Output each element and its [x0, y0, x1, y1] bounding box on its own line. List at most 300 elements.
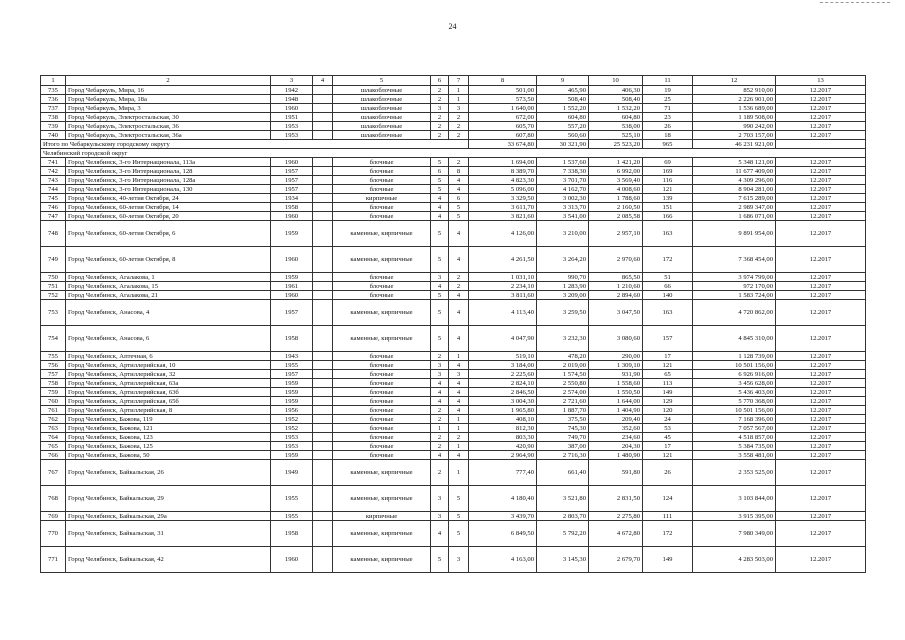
wall-material-cell: блочные	[333, 273, 431, 282]
living-area-cell: 3 232,30	[537, 326, 589, 352]
wall-material-cell: блочные	[333, 185, 431, 194]
floors-cell: 3	[431, 104, 449, 113]
table-row	[41, 486, 866, 512]
year-built-cell: 1960	[271, 547, 313, 573]
entrances-cell: 4	[449, 300, 469, 326]
floors-cell: 3	[431, 361, 449, 370]
living-area-cell: 2 574,00	[537, 388, 589, 397]
year-built-cell: 1956	[271, 406, 313, 415]
plan-date-cell: 12.2017	[776, 326, 866, 352]
address-cell: Город Чебаркуль, Мира, 16	[66, 86, 271, 95]
table-row	[41, 451, 866, 460]
year-built-cell: 1957	[271, 167, 313, 176]
entrances-cell: 2	[449, 282, 469, 291]
entrances-cell: 1	[449, 442, 469, 451]
entrances-cell: 8	[449, 167, 469, 176]
address-cell: Город Челябинск, Артиллерийская, 8	[66, 406, 271, 415]
year-built-cell: 1959	[271, 451, 313, 460]
wall-material-cell: каменные, кирпичные	[333, 486, 431, 512]
entrances-cell: 5	[449, 521, 469, 547]
entrances-cell: 6	[449, 194, 469, 203]
column-header: 10	[589, 76, 643, 86]
total-area-cell: 3 811,60	[469, 291, 537, 300]
cost-cell: 7 368 454,00	[693, 247, 776, 273]
address-cell: Город Челябинск, 3-го Интернационала, 130	[66, 185, 271, 194]
row-number-cell: 737	[41, 104, 66, 113]
floors-cell: 5	[431, 300, 449, 326]
year-built-cell: 1960	[271, 247, 313, 273]
year-renovated-cell	[313, 221, 333, 247]
residential-area-cell: 1 550,50	[589, 388, 643, 397]
row-number-cell: 754	[41, 326, 66, 352]
floors-cell: 4	[431, 194, 449, 203]
wall-material-cell: блочные	[333, 442, 431, 451]
address-cell: Город Челябинск, Артиллерийская, 10	[66, 361, 271, 370]
residents-cell: 166	[643, 212, 693, 221]
plan-date-cell: 12.2017	[776, 388, 866, 397]
residents-cell: 69	[643, 158, 693, 167]
cost-cell: 10 501 156,00	[693, 406, 776, 415]
plan-date-cell: 12.2017	[776, 104, 866, 113]
year-built-cell: 1958	[271, 203, 313, 212]
year-built-cell: 1957	[271, 370, 313, 379]
residents-cell: 121	[643, 361, 693, 370]
total-area-cell: 3 184,00	[469, 361, 537, 370]
cost-cell: 5 384 735,00	[693, 442, 776, 451]
total-area-cell: 4 126,00	[469, 221, 537, 247]
entrances-cell: 2	[449, 433, 469, 442]
total-area-cell: 803,30	[469, 433, 537, 442]
living-area-cell: 465,90	[537, 86, 589, 95]
row-number-cell: 736	[41, 95, 66, 104]
total-area-cell: 607,80	[469, 131, 537, 140]
plan-date-cell: 12.2017	[776, 203, 866, 212]
living-area-cell: 3 145,30	[537, 547, 589, 573]
cost-cell: 4 845 310,00	[693, 326, 776, 352]
plan-date-cell: 12.2017	[776, 282, 866, 291]
year-built-cell: 1958	[271, 326, 313, 352]
living-area-cell: 1 537,60	[537, 158, 589, 167]
year-renovated-cell	[313, 442, 333, 451]
wall-material-cell: блочные	[333, 370, 431, 379]
residents-cell: 113	[643, 379, 693, 388]
wall-material-cell: блочные	[333, 176, 431, 185]
wall-material-cell: кирпичные	[333, 194, 431, 203]
year-renovated-cell	[313, 361, 333, 370]
wall-material-cell: блочные	[333, 361, 431, 370]
floors-cell: 5	[431, 185, 449, 194]
total-area-cell: 3 821,60	[469, 212, 537, 221]
year-renovated-cell	[313, 95, 333, 104]
plan-date-cell: 12.2017	[776, 442, 866, 451]
plan-date-cell: 12.2017	[776, 370, 866, 379]
living-area-cell: 1 887,70	[537, 406, 589, 415]
plan-date-cell: 12.2017	[776, 176, 866, 185]
wall-material-cell: блочные	[333, 352, 431, 361]
entrances-cell: 3	[449, 370, 469, 379]
residents-cell: 140	[643, 291, 693, 300]
table-row	[41, 86, 866, 95]
year-renovated-cell	[313, 486, 333, 512]
address-cell: Город Челябинск, Бажова, 119	[66, 415, 271, 424]
row-number-cell: 744	[41, 185, 66, 194]
entrances-cell: 1	[449, 352, 469, 361]
cost-cell: 9 891 954,00	[693, 221, 776, 247]
plan-date-cell: 12.2017	[776, 512, 866, 521]
row-number-cell: 743	[41, 176, 66, 185]
year-renovated-cell	[313, 424, 333, 433]
column-header: 4	[313, 76, 333, 86]
residential-area-cell: 2 275,80	[589, 512, 643, 521]
year-built-cell: 1942	[271, 86, 313, 95]
address-cell: Город Челябинск, Бажова, 125	[66, 442, 271, 451]
year-renovated-cell	[313, 122, 333, 131]
cost-cell: 1 536 689,00	[693, 104, 776, 113]
living-area-cell: 1 283,90	[537, 282, 589, 291]
year-built-cell: 1953	[271, 442, 313, 451]
residential-area-cell: 538,00	[589, 122, 643, 131]
residential-area-cell: 2 831,50	[589, 486, 643, 512]
row-number-cell: 738	[41, 113, 66, 122]
residential-area-cell: 1 644,00	[589, 397, 643, 406]
floors-cell: 5	[431, 247, 449, 273]
row-number-cell: 757	[41, 370, 66, 379]
cost-cell: 7 615 289,00	[693, 194, 776, 203]
address-cell: Город Чебаркуль, Мира, 3	[66, 104, 271, 113]
total-area-cell: 3 611,70	[469, 203, 537, 212]
residents-cell: 116	[643, 176, 693, 185]
table-row	[41, 388, 866, 397]
address-cell: Город Чебаркуль, Мира, 18а	[66, 95, 271, 104]
living-area-cell: 3 209,00	[537, 291, 589, 300]
residential-area-cell: 234,60	[589, 433, 643, 442]
entrances-cell: 2	[449, 131, 469, 140]
address-cell: Город Челябинск, 60-летия Октября, 8	[66, 247, 271, 273]
wall-material-cell: каменные, кирпичные	[333, 300, 431, 326]
residential-area-cell: 3 080,60	[589, 326, 643, 352]
column-header: 11	[643, 76, 693, 86]
cost-cell: 6 926 916,00	[693, 370, 776, 379]
living-area-cell: 3 259,50	[537, 300, 589, 326]
total-area-cell: 1 640,00	[469, 104, 537, 113]
entrances-cell: 1	[449, 86, 469, 95]
table-row	[41, 521, 866, 547]
address-cell: Город Челябинск, Байкальская, 29	[66, 486, 271, 512]
living-area-cell: 7 338,30	[537, 167, 589, 176]
residents-cell: 121	[643, 451, 693, 460]
residential-area-cell: 3 047,50	[589, 300, 643, 326]
cost-cell: 1 583 724,00	[693, 291, 776, 300]
total-area-cell: 5 096,00	[469, 185, 537, 194]
row-number-cell: 760	[41, 397, 66, 406]
year-built-cell: 1960	[271, 104, 313, 113]
year-built-cell: 1959	[271, 397, 313, 406]
floors-cell: 2	[431, 433, 449, 442]
total-area-cell: 3 439,70	[469, 512, 537, 521]
cost-cell: 8 904 281,00	[693, 185, 776, 194]
floors-cell: 6	[431, 167, 449, 176]
table-row	[41, 424, 866, 433]
address-cell: Город Челябинск, Анасова, 6	[66, 326, 271, 352]
year-built-cell: 1948	[271, 95, 313, 104]
year-renovated-cell	[313, 406, 333, 415]
table-row	[41, 176, 866, 185]
floors-cell: 4	[431, 379, 449, 388]
row-number-cell: 751	[41, 282, 66, 291]
row-number-cell: 764	[41, 433, 66, 442]
wall-material-cell: кирпичные	[333, 512, 431, 521]
cost-cell: 7 980 349,00	[693, 521, 776, 547]
row-number-cell: 740	[41, 131, 66, 140]
living-area-cell: 3 264,20	[537, 247, 589, 273]
residential-area-cell: 931,90	[589, 370, 643, 379]
address-cell: Город Челябинск, Агалакова, 21	[66, 291, 271, 300]
floors-cell: 2	[431, 442, 449, 451]
table-row	[41, 185, 866, 194]
wall-material-cell: блочные	[333, 212, 431, 221]
year-renovated-cell	[313, 397, 333, 406]
subtotal-empty	[776, 140, 866, 149]
year-renovated-cell	[313, 212, 333, 221]
cost-cell: 852 910,00	[693, 86, 776, 95]
wall-material-cell: шлакоблочные	[333, 95, 431, 104]
year-built-cell: 1961	[271, 282, 313, 291]
floors-cell: 2	[431, 460, 449, 486]
year-renovated-cell	[313, 167, 333, 176]
year-renovated-cell	[313, 370, 333, 379]
wall-material-cell: шлакоблочные	[333, 113, 431, 122]
year-built-cell: 1955	[271, 486, 313, 512]
residents-cell: 53	[643, 424, 693, 433]
cost-cell: 10 501 156,00	[693, 361, 776, 370]
year-built-cell: 1953	[271, 122, 313, 131]
plan-date-cell: 12.2017	[776, 379, 866, 388]
column-header-row	[41, 76, 866, 86]
year-renovated-cell	[313, 512, 333, 521]
year-built-cell: 1960	[271, 158, 313, 167]
cost-cell: 5 770 368,00	[693, 397, 776, 406]
residents-cell: 111	[643, 512, 693, 521]
table-row	[41, 512, 866, 521]
year-built-cell: 1952	[271, 415, 313, 424]
address-cell: Город Челябинск, Бажова, 121	[66, 424, 271, 433]
year-built-cell: 1957	[271, 300, 313, 326]
residential-area-cell: 2 970,60	[589, 247, 643, 273]
floors-cell: 4	[431, 212, 449, 221]
entrances-cell: 1	[449, 415, 469, 424]
total-area-cell: 408,10	[469, 415, 537, 424]
address-cell: Город Чебаркуль, Электростальская, 36	[66, 122, 271, 131]
residents-cell: 51	[643, 273, 693, 282]
cost-cell: 972 170,00	[693, 282, 776, 291]
table-row	[41, 370, 866, 379]
living-area-cell: 990,70	[537, 273, 589, 282]
year-renovated-cell	[313, 352, 333, 361]
address-cell: Город Челябинск, 3-го Интернационала, 128а	[66, 176, 271, 185]
residents-cell: 26	[643, 460, 693, 486]
cost-cell: 11 677 409,00	[693, 167, 776, 176]
total-area-cell: 2 234,10	[469, 282, 537, 291]
wall-material-cell: блочные	[333, 451, 431, 460]
floors-cell: 2	[431, 86, 449, 95]
residential-area-cell: 1 532,20	[589, 104, 643, 113]
entrances-cell: 4	[449, 221, 469, 247]
entrances-cell: 4	[449, 406, 469, 415]
table-row	[41, 547, 866, 573]
address-cell: Город Челябинск, 60-летия Октября, 20	[66, 212, 271, 221]
residents-cell: 121	[643, 185, 693, 194]
cost-cell: 4 283 503,00	[693, 547, 776, 573]
page-number: 24	[448, 22, 457, 31]
floors-cell: 3	[431, 512, 449, 521]
residents-cell: 26	[643, 122, 693, 131]
wall-material-cell: каменные, кирпичные	[333, 221, 431, 247]
wall-material-cell: блочные	[333, 388, 431, 397]
residential-area-cell: 2 894,60	[589, 291, 643, 300]
total-area-cell: 4 113,40	[469, 300, 537, 326]
cost-cell: 2 226 901,00	[693, 95, 776, 104]
wall-material-cell: каменные, кирпичные	[333, 247, 431, 273]
living-area-cell: 604,80	[537, 113, 589, 122]
living-area-cell: 745,30	[537, 424, 589, 433]
table-row	[41, 300, 866, 326]
cost-cell: 4 720 862,00	[693, 300, 776, 326]
table-row	[41, 361, 866, 370]
plan-date-cell: 12.2017	[776, 122, 866, 131]
plan-date-cell: 12.2017	[776, 433, 866, 442]
subtotal-label: Итого по Чебаркульскому городскому округу	[41, 140, 469, 149]
total-area-cell: 4 047,90	[469, 326, 537, 352]
wall-material-cell: блочные	[333, 167, 431, 176]
floors-cell: 3	[431, 370, 449, 379]
plan-date-cell: 12.2017	[776, 95, 866, 104]
table-row	[41, 442, 866, 451]
total-area-cell: 812,30	[469, 424, 537, 433]
address-cell: Город Челябинск, Аптечная, 6	[66, 352, 271, 361]
address-cell: Город Чебаркуль, Электростальская, 30	[66, 113, 271, 122]
plan-date-cell: 12.2017	[776, 247, 866, 273]
year-renovated-cell	[313, 104, 333, 113]
residents-cell: 23	[643, 113, 693, 122]
floors-cell: 3	[431, 486, 449, 512]
year-built-cell: 1955	[271, 512, 313, 521]
floors-cell: 2	[431, 95, 449, 104]
row-number-cell: 766	[41, 451, 66, 460]
total-area-cell: 501,00	[469, 86, 537, 95]
total-area-cell: 2 824,10	[469, 379, 537, 388]
residential-area-cell: 2 957,10	[589, 221, 643, 247]
residential-area-cell: 2 085,58	[589, 212, 643, 221]
row-number-cell: 771	[41, 547, 66, 573]
residents-cell: 19	[643, 86, 693, 95]
plan-date-cell: 12.2017	[776, 113, 866, 122]
residents-cell: 169	[643, 167, 693, 176]
entrances-cell: 2	[449, 113, 469, 122]
address-cell: Город Челябинск, 3-го Интернационала, 113а	[66, 158, 271, 167]
wall-material-cell: блочные	[333, 158, 431, 167]
wall-material-cell: шлакоблочные	[333, 131, 431, 140]
living-area-cell: 387,00	[537, 442, 589, 451]
year-renovated-cell	[313, 131, 333, 140]
residents-cell: 139	[643, 194, 693, 203]
row-number-cell: 750	[41, 273, 66, 282]
housing-registry-table	[40, 75, 866, 573]
year-built-cell: 1949	[271, 460, 313, 486]
living-area-cell: 3 541,00	[537, 212, 589, 221]
living-area-cell: 2 721,60	[537, 397, 589, 406]
entrances-cell: 4	[449, 388, 469, 397]
cost-cell: 1 686 071,00	[693, 212, 776, 221]
total-area-cell: 2 225,60	[469, 370, 537, 379]
floors-cell: 2	[431, 415, 449, 424]
floors-cell: 3	[431, 273, 449, 282]
residents-cell: 172	[643, 521, 693, 547]
residential-area-cell: 2 160,50	[589, 203, 643, 212]
living-area-cell: 661,40	[537, 460, 589, 486]
row-number-cell: 748	[41, 221, 66, 247]
residents-cell: 120	[643, 406, 693, 415]
total-area-cell: 4 261,50	[469, 247, 537, 273]
table-row	[41, 352, 866, 361]
residential-area-cell: 508,40	[589, 95, 643, 104]
table-row	[41, 433, 866, 442]
residential-area-cell: 865,50	[589, 273, 643, 282]
plan-date-cell: 12.2017	[776, 352, 866, 361]
residents-cell: 24	[643, 415, 693, 424]
row-number-cell: 746	[41, 203, 66, 212]
living-area-cell: 375,50	[537, 415, 589, 424]
floors-cell: 1	[431, 424, 449, 433]
total-area-cell: 519,10	[469, 352, 537, 361]
year-built-cell: 1957	[271, 176, 313, 185]
subtotal-value: 30 321,90	[537, 140, 589, 149]
total-area-cell: 2 846,50	[469, 388, 537, 397]
entrances-cell: 4	[449, 176, 469, 185]
floors-cell: 5	[431, 291, 449, 300]
row-number-cell: 755	[41, 352, 66, 361]
living-area-cell: 508,40	[537, 95, 589, 104]
section-title: Челябинский городской округ	[41, 149, 866, 158]
residents-cell: 149	[643, 547, 693, 573]
table-row	[41, 397, 866, 406]
plan-date-cell: 12.2017	[776, 291, 866, 300]
entrances-cell: 2	[449, 273, 469, 282]
year-renovated-cell	[313, 460, 333, 486]
entrances-cell: 1	[449, 95, 469, 104]
wall-material-cell: блочные	[333, 415, 431, 424]
floors-cell: 2	[431, 122, 449, 131]
year-built-cell: 1960	[271, 291, 313, 300]
wall-material-cell: шлакоблочные	[333, 104, 431, 113]
entrances-cell: 5	[449, 203, 469, 212]
cost-cell: 2 703 157,00	[693, 131, 776, 140]
total-area-cell: 2 964,90	[469, 451, 537, 460]
plan-date-cell: 12.2017	[776, 212, 866, 221]
address-cell: Город Челябинск, Артиллерийская, 63б	[66, 388, 271, 397]
year-built-cell: 1934	[271, 194, 313, 203]
entrances-cell: 4	[449, 397, 469, 406]
cost-cell: 7 057 567,00	[693, 424, 776, 433]
floors-cell: 4	[431, 282, 449, 291]
residents-cell: 172	[643, 247, 693, 273]
year-renovated-cell	[313, 300, 333, 326]
floors-cell: 4	[431, 397, 449, 406]
residential-area-cell: 290,00	[589, 352, 643, 361]
plan-date-cell: 12.2017	[776, 406, 866, 415]
residents-cell: 149	[643, 388, 693, 397]
year-built-cell: 1953	[271, 131, 313, 140]
living-area-cell: 560,60	[537, 131, 589, 140]
